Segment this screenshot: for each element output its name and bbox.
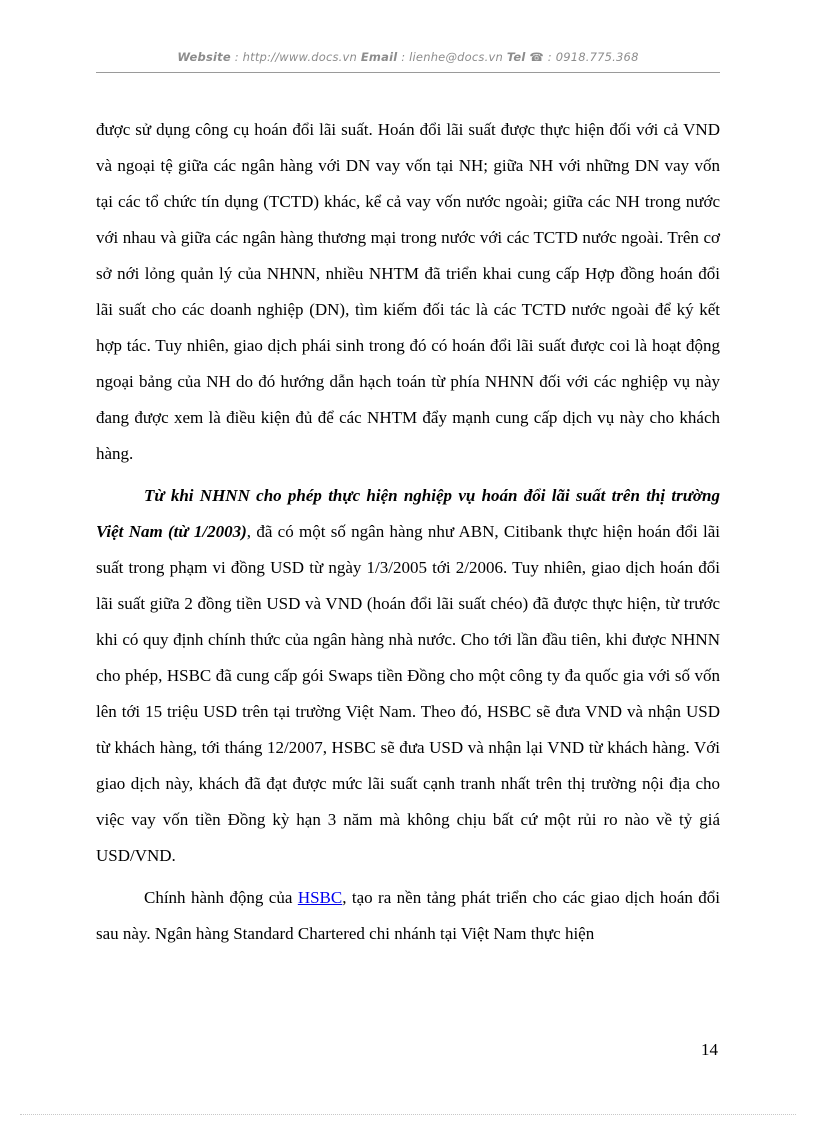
paragraph-3	[96, 880, 720, 952]
email-value: : lienhe@docs.vn	[397, 50, 507, 64]
email-label: Email	[360, 50, 398, 64]
document-body	[96, 112, 720, 952]
page-number: 14	[701, 1040, 718, 1059]
website-label: Website	[177, 50, 231, 64]
header-divider	[96, 72, 720, 73]
paragraph-2-emphasis: Từ khi NHNN cho phép thực hiện nghiệp vụ hoán đổi lãi suất trên thị trường Việt Nam (từ 1/2003)	[96, 486, 720, 541]
tel-label: Tel	[506, 50, 526, 64]
paragraph-2	[96, 478, 720, 874]
footer-divider	[20, 1114, 796, 1115]
paragraph-3-start: Chính hành động của	[144, 888, 298, 907]
paragraph-2-text: , đã có một số ngân hàng như ABN, Citibank thực hiện hoán đổi lãi suất trong phạm vi đồng USD từ ngày 1/3/2005 tới 2/2006. Tuy nhiên, giao dịch hoán đổi lãi suất giữa 2 đồng tiền USD và VND (hoán đổi lãi suất chéo) đã được thực hiện, từ trước khi có quy định chính thức của ngân hàng nhà nước. Cho tới lần đầu tiên, khi được NHNN cho phép, HSBC đã cung cấp gói Swaps tiền Đồng cho một công ty đa quốc gia với số vốn lên tới 15 triệu USD trên tại trường Việt Nam. Theo đó, HSBC sẽ đưa VND và nhận USD từ khách hàng, tới tháng 12/2007, HSBC sẽ đưa USD và nhận lại VND từ khách hàng. Với giao dịch này, khách đã đạt được mức lãi suất cạnh tranh nhất trên thị trường nội địa cho việc vay vốn tiền Đồng kỳ hạn 3 năm mà không chịu bất cứ một rủi ro nào về tỷ giá USD/VND.	[96, 522, 720, 865]
page-header	[96, 50, 720, 64]
hsbc-link[interactable]: HSBC	[297, 888, 343, 907]
website-value: : http://www.docs.vn	[230, 50, 361, 64]
tel-value: ☎ : 0918.775.368	[525, 50, 639, 64]
paragraph-1: được sử dụng công cụ hoán đổi lãi suất. Hoán đổi lãi suất được thực hiện đối với cả VND và ngoại tệ giữa các ngân hàng với DN vay vốn tại NH; giữa NH với những DN vay vốn tại các tổ chức tín dụng (TCTD) khác, kể cả vay vốn nước ngoài; giữa các NH trong nước với nhau và giữa các ngân hàng thương mại trong nước với các TCTD nước ngoài. Trên cơ sở nới lỏng quản lý của NHNN, nhiều NHTM đã triển khai cung cấp Hợp đồng hoán đổi lãi suất cho các doanh nghiệp (DN), tìm kiếm đối tác là các TCTD nước ngoài để ký kết hợp tác. Tuy nhiên, giao dịch phái sinh trong đó có hoán đổi lãi suất được coi là hoạt động ngoại bảng của NH do đó hướng dẫn hạch toán từ phía NHNN đối với các nghiệp vụ này đang được xem là điều kiện đủ để các NHTM đẩy mạnh cung cấp dịch vụ này cho khách hàng.	[96, 120, 720, 463]
paragraph-3-text: , tạo ra nền tảng phát triển cho các giao dịch hoán đổi sau này. Ngân hàng Standard Chartered chi nhánh tại Việt Nam thực hiện	[96, 888, 720, 943]
